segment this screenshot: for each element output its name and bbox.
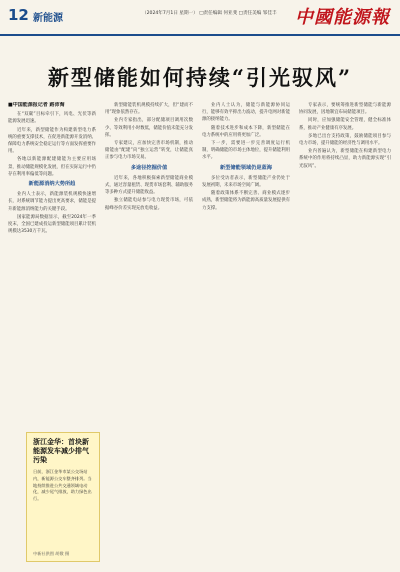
paragraph: 业内人士认为，储能与新能源协同运行，能够有效平抑出力波动，提升电网对新能源的接纳能力。 xyxy=(202,103,290,123)
article-column-4 xyxy=(299,102,391,171)
paragraph: 同时，应加强储能安全管理，健全标准体系，推动产业健康有序发展。 xyxy=(299,118,391,131)
newspaper-masthead: 中國能源報 xyxy=(295,7,390,28)
paragraph: 各地以新能源配建储能为主要应用场景，推动储能规模化发展，但在实际运行中仍存在利用率偏低等问题。 xyxy=(8,157,96,177)
section-subhead: 新能源消纳大势所趋 xyxy=(28,181,76,188)
paragraph: 近年来，各地积极探索新型储能商业模式，通过容量租赁、现货市场套利、辅助服务等多种方式提升储能收益。 xyxy=(105,175,193,196)
paragraph: 专家建议，应加快完善市场机制，推动储能由“配建”向“独立运营”转变，让储能真正参与电力市场交易。 xyxy=(105,141,193,161)
article-headline: 新型储能如何持续“引光驭风” xyxy=(47,65,353,90)
paragraph: 随着政策体系不断完善、商业模式逐步成熟，新型储能将为新能源高质量发展提供有力支撑。 xyxy=(202,191,290,211)
photo-credit: 中新社供图 胡敬 摄 xyxy=(33,551,70,556)
paragraph: 下一步，需要进一步完善调度运行机制，明确储能的市场主体地位，提升储能利用水平。 xyxy=(202,141,290,161)
page-header xyxy=(0,0,400,36)
article-byline: ■中国能源报记者 路沛淘 xyxy=(8,102,65,108)
dateline: （2024年7月1日 星期一） □责任编辑 何亚斐 □责任美编 邹佳丰 xyxy=(142,11,277,16)
article-column-2 xyxy=(105,102,193,213)
paragraph: 业内专家指出，部分配储项目调用次数少、等效利用小时数低，储能价值未能充分发挥。 xyxy=(105,118,193,138)
section-subhead: 新型储能领域仍是蓝海 xyxy=(220,164,272,171)
section-subhead: 多途径挖掘价值 xyxy=(130,164,168,171)
section-title: 新能源 xyxy=(33,13,63,24)
sidebar-title: 浙江金华：首块新能源发车减少排气污染 xyxy=(33,437,89,464)
paragraph: 多位受访者表示，新型储能产业仍处于发展初期，未来市场空间广阔。 xyxy=(202,175,290,189)
paragraph: 随着技术进步和成本下降，新型储能在电力系统中的应用将更加广泛。 xyxy=(202,125,290,138)
photo-news-sidebar xyxy=(26,432,100,562)
paragraph: 独立储能电站参与电力现货市场，可依据峰谷价差实现充放电收益。 xyxy=(105,198,193,211)
paragraph: 业内普遍认为，新型储能在构建新型电力系统中的作用将持续凸显，助力新能源实现“引光驭风”。 xyxy=(299,149,391,169)
paragraph: 多地已出台支持政策，鼓励储能项目参与电力市场，提升储能的经济性与调用水平。 xyxy=(299,133,391,147)
paragraph: 在“双碳”目标牵引下，风电、光伏等新能源发展迅速。 xyxy=(8,112,96,125)
paragraph: 专家表示，要统筹推进新型储能与新能源协同发展，因地制宜布局储能项目。 xyxy=(299,103,391,116)
article-column-1 xyxy=(8,102,96,236)
page-number: 12 xyxy=(8,6,29,24)
paragraph: 业内人士表示，新能源装机规模快速增长，对系统调节能力提出更高要求，储能是提升新能源消纳能力的关键手段。 xyxy=(8,192,96,212)
article-column-3 xyxy=(202,102,290,213)
sidebar-text: 日前，浙江金华市某公交场站内，新能源公交车整齐排列。当地持续推进公共交通领域电动化，减少尾气排放，助力绿色出行。 xyxy=(33,469,92,502)
paragraph: 新型储能装机规模持续扩大，但“建而不用”现象依然存在。 xyxy=(105,103,193,116)
paragraph: 国家能源局数据显示，截至2024年一季度末，全国已建成投运新型储能项目累计装机规模达3530万千瓦。 xyxy=(8,214,96,235)
paragraph: 近年来，新型储能作为构建新型电力系统的重要支撑技术，在促进新能源开发消纳、保障电力系统安全稳定运行等方面发挥重要作用。 xyxy=(8,127,96,155)
